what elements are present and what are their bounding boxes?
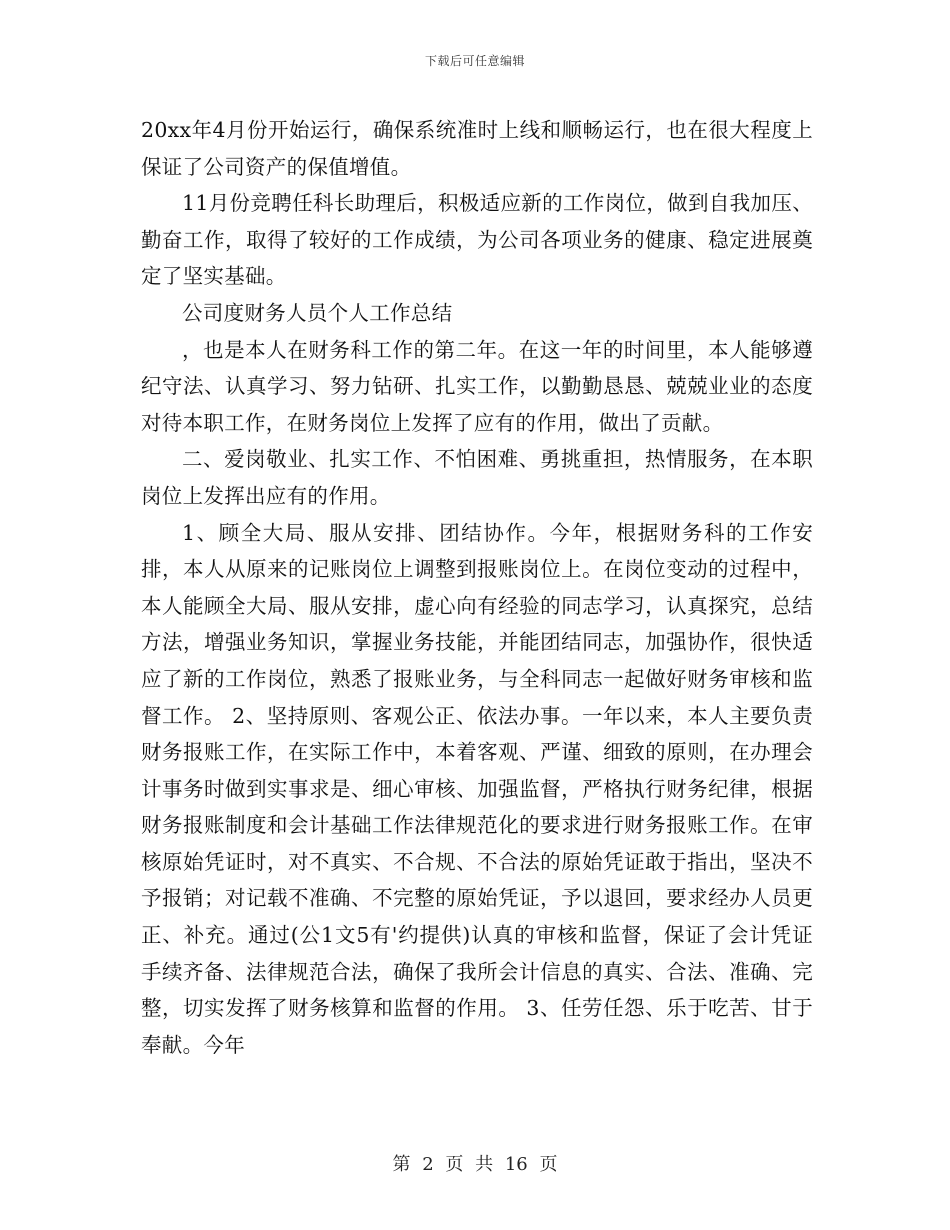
paragraph-continuation: 20xx年4月份开始运行，确保系统准时上线和顺畅运行，也在很大程度上保证了公司资产的保值增值。 bbox=[141, 118, 813, 179]
paragraph-section-two: 二、爱岗敬业、扎实工作、不怕困难、勇挑重担，热情服务，在本职岗位上发挥出应有的作用。 bbox=[141, 447, 813, 508]
section-title: 公司度财务人员个人工作总结 bbox=[182, 300, 453, 325]
document-body bbox=[141, 112, 813, 1063]
paragraph-intro: ，也是本人在财务科工作的第二年。在这一年的时间里，本人能够遵纪守法、认真学习、努力钻研、扎实工作，以勤勤恳恳、兢兢业业的态度对待本职工作，在财务岗位上发挥了应有的作用，做出了贡献。 bbox=[141, 337, 813, 435]
page-header: 下载后可任意编辑 bbox=[424, 54, 525, 68]
paragraph-details: 1、顾全大局、服从安排、团结协作。今年，根据财务科的工作安排，本人从原来的记账岗位上调整到报账岗位上。在岗位变动的过程中，本人能顾全大局、服从安排，虚心向有经验的同志学习，认真探究，总结方法，增强业务知识，掌握业务技能，并能团结同志，加强协作，很快适应了新的工作岗位，熟悉了报账业务，与全科同志一起做好财务审核和监督工作。 2、坚持原则、客观公正、依法办事。一年以来，本人主要负责财务报账工作，在实际工作中，本着客观、严谨、细致的原则，在办理会计事务时做到实事求是、细心审核、加强监督，严格执行财务纪律，根据财务报账制度和会计基础工作法律规范化的要求进行财务报账工作。在审核原始凭证时，对不真实、不合规、不合法的原始凭证敢于指出，坚决不予报销；对记载不准确、不完整的原始凭证，予以退回，要求经办人员更正、补充。通过(公1文5有'约提供)认真的审核和监督，保证了会计凭证手续齐备、法律规范合法，确保了我所会计信息的真实、合法、准确、完整，切实发挥了财务核算和监督的作用。 3、任劳任怨、乐于吃苦、甘于奉献。今年 bbox=[141, 520, 813, 1057]
paragraph-november: 11月份竞聘任科长助理后，积极适应新的工作岗位，做到自我加压、勤奋工作，取得了较好的工作成绩，为公司各项业务的健康、稳定进展奠定了坚实基础。 bbox=[141, 191, 813, 289]
page-footer: 第 2 页 共 16 页 bbox=[392, 1154, 558, 1175]
